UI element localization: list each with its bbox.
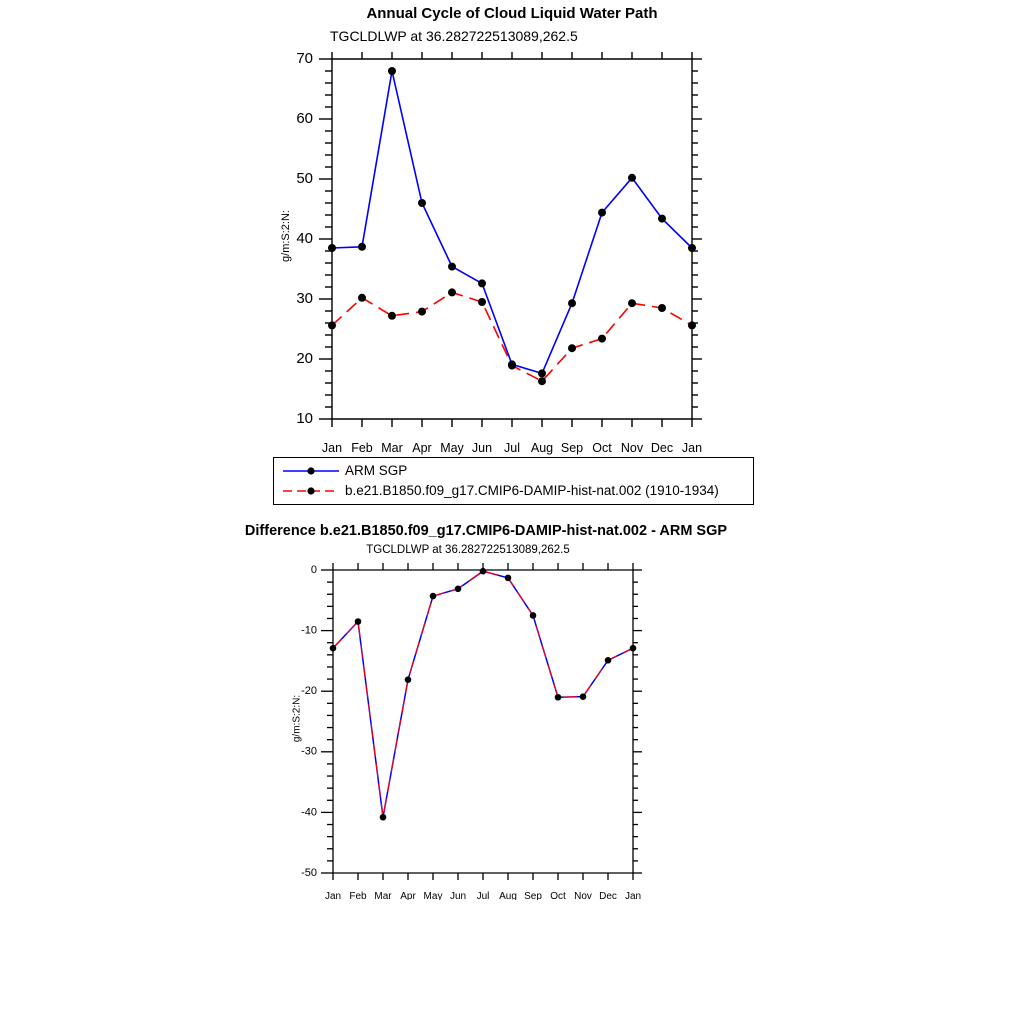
y-tick-label: 0 xyxy=(310,563,317,576)
data-point-marker xyxy=(358,243,366,251)
top-chart-plot-area xyxy=(270,40,730,460)
y-tick-label: 50 xyxy=(296,169,313,187)
bottom-chart-title: Difference b.e21.B1850.f09_g17.CMIP6-DAMIP-hist-nat.002 - ARM SGP xyxy=(244,523,728,539)
data-point-marker xyxy=(388,312,396,320)
data-point-marker xyxy=(480,568,487,575)
month-label: Dec xyxy=(650,441,674,455)
legend-label-model: b.e21.B1850.f09_g17.CMIP6-DAMIP-hist-nat.002 (1910-1934) xyxy=(345,483,719,499)
bottom-chart-y-axis-label: g/m:S:2:N: xyxy=(291,694,303,743)
top-chart-subtitle: TGCLDLWP at 36.282722513089,262.5 xyxy=(330,28,578,44)
data-point-marker xyxy=(508,362,516,370)
data-point-marker xyxy=(530,612,537,619)
month-label: Jun xyxy=(471,441,493,455)
x-tick-labels xyxy=(322,441,702,455)
month-label: Feb xyxy=(349,891,367,900)
data-point-marker xyxy=(568,344,576,352)
legend-line-sample-dashed-red xyxy=(282,484,340,498)
data-point-marker xyxy=(628,299,636,307)
y-tick-label: -20 xyxy=(301,685,317,698)
y-tick-label: -40 xyxy=(301,806,317,819)
y-tick-label: 40 xyxy=(296,229,313,247)
bottom-chart-plot-area xyxy=(280,555,680,900)
legend-marker-dot xyxy=(307,487,314,494)
month-label: Oct xyxy=(592,441,612,455)
series-1 xyxy=(328,288,696,385)
data-point-marker xyxy=(418,199,426,207)
top-chart-title: Annual Cycle of Cloud Liquid Water Path xyxy=(366,5,658,22)
data-point-marker xyxy=(358,294,366,302)
month-label: Nov xyxy=(620,441,644,455)
data-point-marker xyxy=(555,694,562,701)
bottom-chart-subtitle: TGCLDLWP at 36.282722513089,262.5 xyxy=(366,544,570,556)
legend-box xyxy=(273,457,754,505)
month-label: May xyxy=(440,441,464,455)
data-point-marker xyxy=(418,308,426,316)
y-tick-label: 30 xyxy=(296,289,313,307)
y-tick-label: 70 xyxy=(296,49,313,67)
data-point-marker xyxy=(330,645,337,652)
month-label: Sep xyxy=(560,441,584,455)
y-tick-label: 60 xyxy=(296,109,313,127)
data-point-marker xyxy=(630,645,637,652)
series-0 xyxy=(328,67,696,377)
month-label: Nov xyxy=(574,891,592,900)
month-label: Sep xyxy=(524,891,542,900)
top-chart-y-axis-label: g/m:S:2:N: xyxy=(280,210,292,262)
data-point-marker xyxy=(328,244,336,252)
month-label: Jun xyxy=(449,891,467,900)
axes xyxy=(321,563,642,880)
month-label: Jan xyxy=(324,891,342,900)
month-label: Oct xyxy=(550,891,566,900)
month-label: Aug xyxy=(530,441,554,455)
x-tick-labels xyxy=(325,891,641,900)
legend-entry-model xyxy=(282,484,753,498)
legend-marker-dot xyxy=(307,467,314,474)
y-tick-labels xyxy=(296,50,313,427)
month-label: May xyxy=(423,891,443,900)
data-point-marker xyxy=(598,209,606,217)
data-point-marker xyxy=(478,279,486,287)
month-label: Apr xyxy=(412,441,432,455)
data-point-marker xyxy=(658,304,666,312)
data-point-marker xyxy=(448,263,456,271)
legend-label-arm-sgp: ARM SGP xyxy=(345,463,408,479)
series-0 xyxy=(330,568,637,821)
y-tick-labels xyxy=(301,564,317,879)
month-label: Jan xyxy=(681,441,703,455)
data-point-marker xyxy=(505,575,512,582)
y-tick-label: -30 xyxy=(301,745,317,758)
month-label: Jul xyxy=(476,891,490,900)
data-point-marker xyxy=(380,814,387,821)
y-tick-label: -10 xyxy=(301,624,317,637)
month-label: Jan xyxy=(624,891,642,900)
legend-entry-arm-sgp xyxy=(282,464,753,478)
y-tick-label: 20 xyxy=(296,349,313,367)
month-label: Apr xyxy=(400,891,416,900)
month-label: Aug xyxy=(499,891,517,900)
data-point-marker xyxy=(658,215,666,223)
month-label: Feb xyxy=(351,441,373,455)
legend-line-sample-solid-blue xyxy=(282,464,340,478)
month-label: Mar xyxy=(381,441,403,455)
data-point-marker xyxy=(538,377,546,385)
axes xyxy=(319,52,702,427)
y-tick-label: -50 xyxy=(301,866,317,879)
data-point-marker xyxy=(430,593,437,600)
month-label: Jan xyxy=(321,441,343,455)
data-point-marker xyxy=(688,244,696,252)
month-label: Dec xyxy=(599,891,617,900)
data-point-marker xyxy=(598,335,606,343)
data-point-marker xyxy=(605,657,612,664)
month-label: Mar xyxy=(374,891,392,900)
data-point-marker xyxy=(448,288,456,296)
data-point-marker xyxy=(568,299,576,307)
month-label: Jul xyxy=(504,441,520,455)
data-point-marker xyxy=(455,585,462,592)
data-point-marker xyxy=(580,693,587,700)
data-point-marker xyxy=(538,369,546,377)
data-point-marker xyxy=(628,174,636,182)
data-point-marker xyxy=(355,618,362,625)
data-point-marker xyxy=(478,298,486,306)
data-point-marker xyxy=(388,67,396,75)
data-point-marker xyxy=(688,321,696,329)
data-point-marker xyxy=(328,321,336,329)
y-tick-label: 10 xyxy=(296,409,313,427)
data-point-marker xyxy=(405,676,412,683)
